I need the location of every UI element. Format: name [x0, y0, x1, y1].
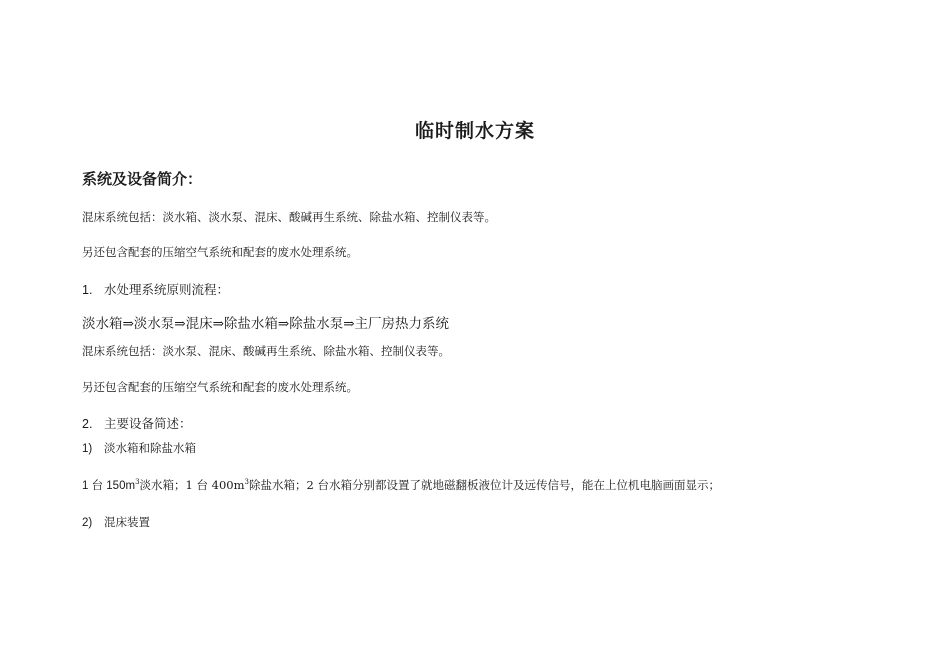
- section-heading: 系统及设备简介：: [82, 170, 203, 188]
- list-item-2-text: 主要设备简述：: [104, 416, 192, 431]
- tank-b-text: 淡水箱；1 台 400m: [139, 478, 245, 492]
- paragraph-mixed-bed-components-2: 混床系统包括：淡水泵、混床、酸碱再生系统、除盐水箱、控制仪表等。: [82, 344, 450, 358]
- sub-item-2-number: 2): [82, 517, 93, 529]
- tank-b-superscript: 3: [244, 478, 249, 486]
- list-item-1: [82, 280, 229, 298]
- tank-c-text: 除盐水箱；2 台水箱分别都设置了就地磁翻板液位计及远传信号，能在上位机电脑画面显示；: [248, 478, 720, 492]
- tank-a-text: 1 台 150m: [82, 480, 136, 492]
- list-item-1-number: 1.: [82, 283, 93, 297]
- sub-item-2-text: 混床装置: [104, 515, 150, 529]
- sub-item-1: [82, 440, 196, 456]
- tank-a-superscript: 3: [135, 478, 140, 486]
- paragraph-tanks: [82, 477, 720, 493]
- process-flow: 淡水箱⇒淡水泵⇒混床⇒除盐水箱⇒除盐水泵⇒主厂房热力系统: [82, 316, 450, 332]
- list-item-1-text: 水处理系统原则流程：: [104, 282, 230, 297]
- sub-item-1-number: 1): [82, 443, 93, 455]
- list-item-2: [82, 414, 192, 432]
- document-title: 临时制水方案: [414, 120, 535, 142]
- paragraph-auxiliary-systems-2: 另还包含配套的压缩空气系统和配套的废水处理系统。: [82, 380, 358, 394]
- paragraph-mixed-bed-components: 混床系统包括：淡水箱、淡水泵、混床、酸碱再生系统、除盐水箱、控制仪表等。: [82, 210, 496, 224]
- list-item-2-number: 2.: [82, 417, 93, 431]
- paragraph-auxiliary-systems: 另还包含配套的压缩空气系统和配套的废水处理系统。: [82, 245, 358, 259]
- sub-item-2: [82, 514, 150, 530]
- sub-item-1-text: 淡水箱和除盐水箱: [104, 441, 196, 455]
